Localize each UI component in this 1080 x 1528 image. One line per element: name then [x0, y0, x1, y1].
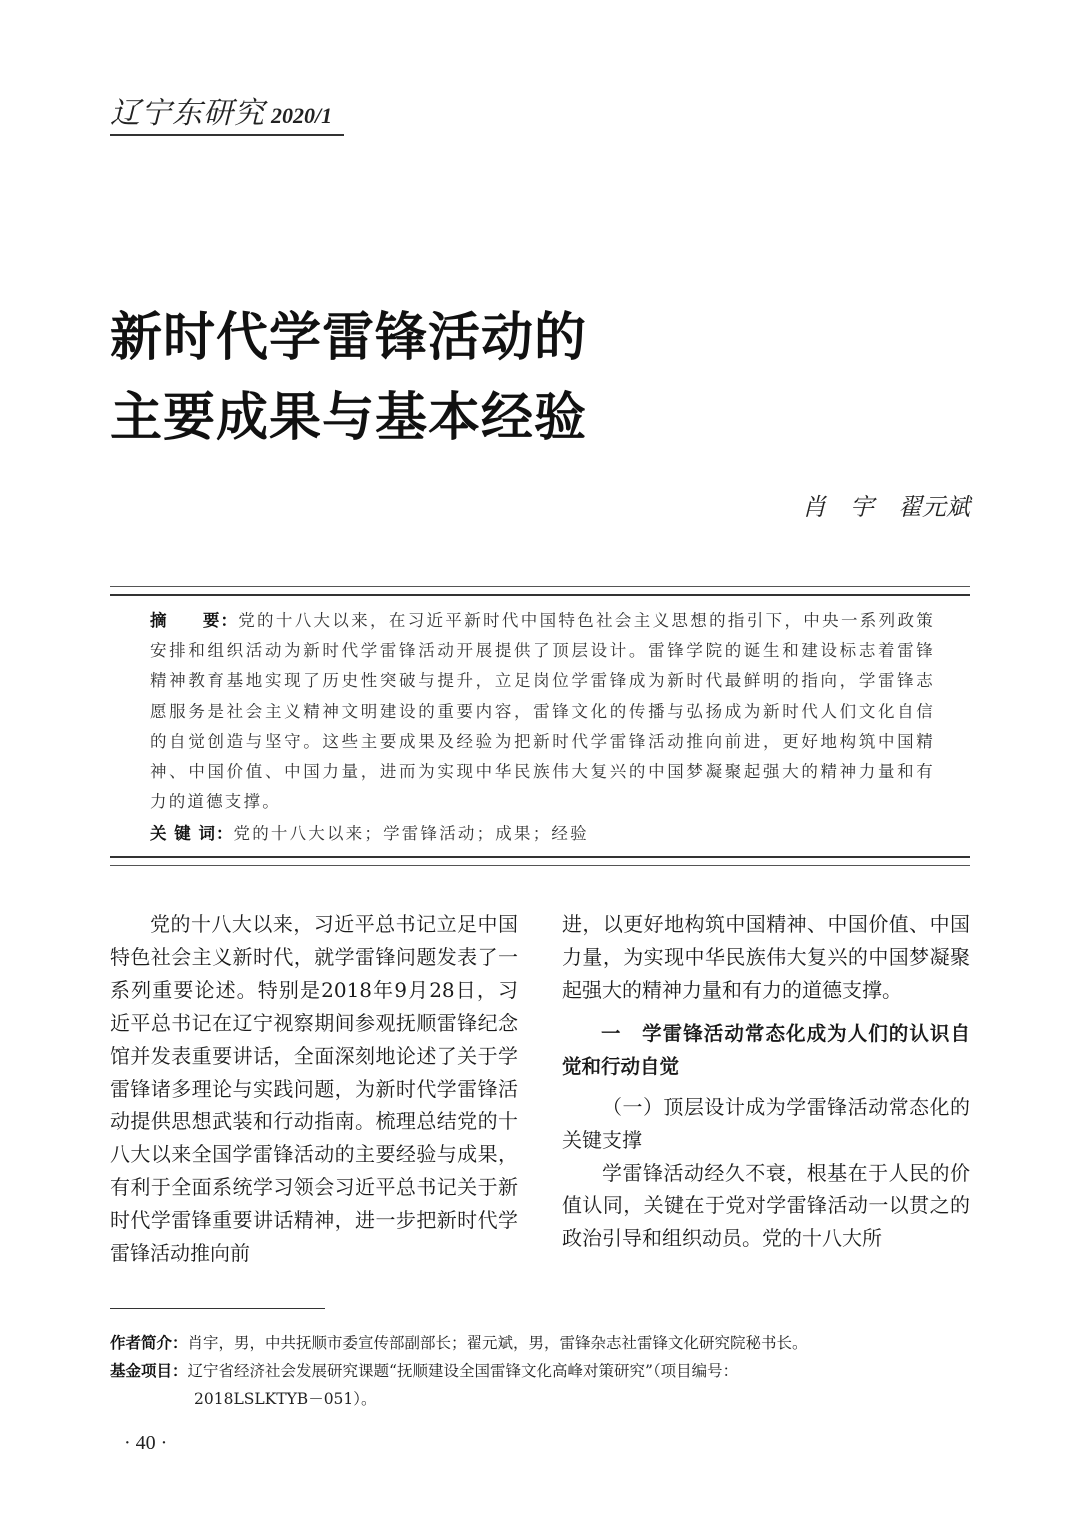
- section-heading: 一 学雷锋活动常态化成为人们的认识自觉和行动自觉: [562, 1021, 970, 1078]
- abstract-bottom-rule: [110, 856, 970, 866]
- body-paragraph-continued: 进，以更好地构筑中国精神、中国价值、中国力量，为实现中华民族伟大复兴的中国梦凝聚起强大的精神力量和有力的道德支撑。: [562, 912, 970, 1002]
- abstract: [150, 606, 935, 817]
- journal-header: [110, 88, 344, 136]
- abstract-block: [150, 606, 935, 850]
- body-column-right: [562, 908, 970, 1255]
- author-note: [110, 1329, 970, 1357]
- subsection-heading: （一）顶层设计成为学雷锋活动常态化的关键支撑: [562, 1094, 970, 1152]
- body-paragraph: 学雷锋活动经久不衰，根基在于人民的价值认同，关键在于党对学雷锋活动一以贯之的政治引导和组织动员。党的十八大所: [562, 1160, 970, 1251]
- authors: 肖 宇 翟元斌: [802, 493, 970, 521]
- fund-note-text: 辽宁省经济社会发展研究课题“抚顺建设全国雷锋文化高峰对策研究”（项目编号：: [187, 1362, 739, 1380]
- keywords: [150, 819, 935, 849]
- page-number: · 40 ·: [124, 1432, 168, 1454]
- fund-note-continued: 2018LSLKTYB－051）。: [194, 1390, 377, 1408]
- keywords-label: 关 键 词：: [150, 824, 234, 844]
- journal-name: 辽宁东研究: [110, 96, 265, 131]
- title-line-2: 主要成果与基本经验: [110, 388, 588, 448]
- author-note-label: 作者简介：: [110, 1334, 188, 1352]
- abstract-text: 党的十八大以来，在习近平新时代中国特色社会主义思想的指引下，中央一系列政策安排和组织活动为新时代学雷锋活动开展提供了顶层设计。雷锋学院的诞生和建设标志着雷锋精神教育基地实现了历史性突破与提升，立足岗位学雷锋成为新时代最鲜明的指向，学雷锋志愿服务是社会主义精神文明建设的重要内容，雷锋文化的传播与弘扬成为新时代人们文化自信的自觉创造与坚守。这些主要成果及经验为把新时代学雷锋活动推向前进，更好地构筑中国精神、中国价值、中国力量，进而为实现中华民族伟大复兴的中国梦凝聚起强大的精神力量和有力的道德支撑。: [150, 611, 935, 812]
- abstract-top-rule: [110, 586, 970, 596]
- abstract-label: 摘 要：: [150, 611, 239, 630]
- footnotes: [110, 1329, 970, 1413]
- body-paragraph: 党的十八大以来，习近平总书记立足中国特色社会主义新时代，就学雷锋问题发表了一系列重要论述。特别是2018年9月28日，习近平总书记在辽宁视察期间参观抚顺雷锋纪念馆并发表重要讲话，全面深刻地论述了关于学雷锋诸多理论与实践问题，为新时代学雷锋活动提供思想武装和行动指南。梳理总结党的十八大以来全国学雷锋活动的主要经验与成果，有利于全面系统学习领会习近平总书记关于新时代学雷锋重要讲话精神，进一步把新时代学雷锋活动推向前: [110, 912, 518, 1266]
- footnote-rule: [110, 1308, 325, 1309]
- body-column-left: [110, 908, 518, 1270]
- author-note-text: 肖宇，男，中共抚顺市委宣传部副部长；翟元斌，男，雷锋杂志社雷锋文化研究院秘书长。: [187, 1334, 808, 1352]
- journal-issue: 2020/1: [271, 103, 333, 128]
- keywords-text: 党的十八大以来；学雷锋活动；成果；经验: [233, 824, 589, 844]
- title-line-1: 新时代学雷锋活动的: [110, 308, 588, 368]
- fund-note-label: 基金项目：: [110, 1362, 188, 1380]
- article-title: [110, 298, 730, 458]
- fund-note: [110, 1357, 970, 1385]
